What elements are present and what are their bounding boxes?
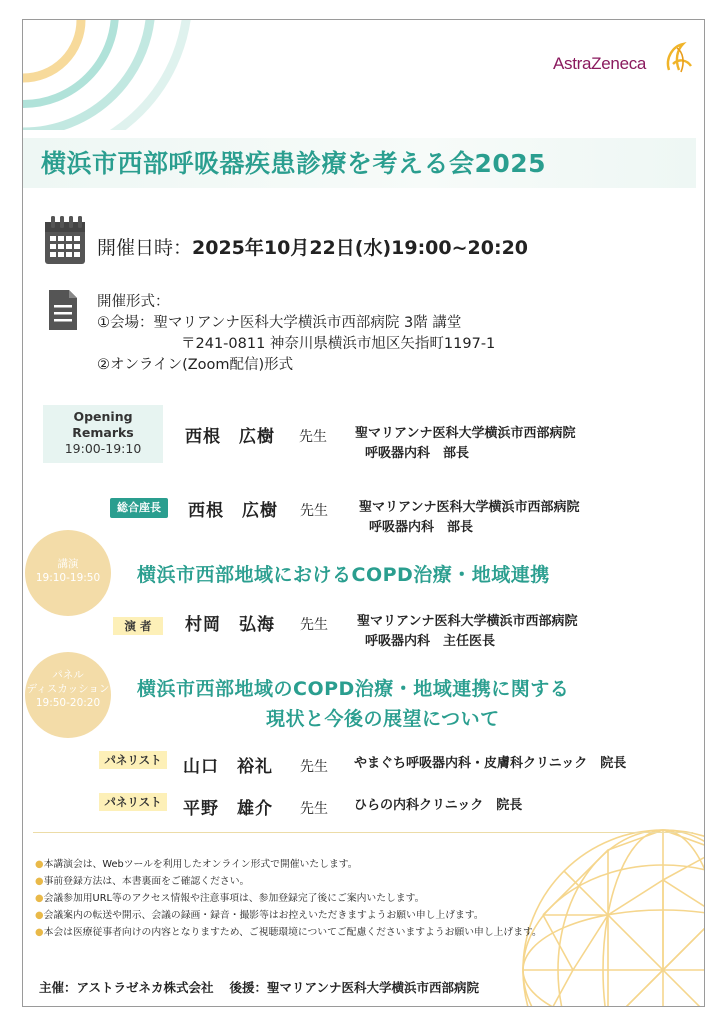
bullet-icon: ● [35, 859, 44, 870]
lecture-affiliation-1: 聖マリアンナ医科大学横浜市西部病院 [357, 614, 578, 629]
document-icon [47, 288, 79, 332]
format-label: 開催形式： [97, 294, 170, 310]
panel-time: 19:50-20:20 [35, 697, 101, 709]
format-online: ②オンライン(Zoom配信)形式 [97, 357, 294, 373]
organizer: 主催：アストラゼネカ株式会社 [39, 980, 214, 995]
bullet-icon: ● [35, 927, 44, 938]
chair-name: 西根 広樹 [188, 501, 278, 521]
opening-label-2: Remarks [72, 425, 134, 440]
datetime-value: 2025年10月22日(水)19:00~20:20 [192, 237, 529, 259]
chair-affiliation-1: 聖マリアンナ医科大学横浜市西部病院 [359, 500, 580, 515]
opening-affiliation [355, 424, 575, 464]
bullet-icon: ● [35, 910, 44, 921]
lecture-title: 横浜市西部地域におけるCOPD治療・地域連携 [137, 564, 550, 586]
chair-tag: 総合座長 [110, 498, 168, 518]
astrazeneca-logo: AstraZeneca [553, 54, 647, 73]
lecture-label: 講演 [57, 558, 79, 570]
lecture-affiliation-2: 呼吸器内科 主任医長 [365, 634, 496, 649]
chair-honorific: 先生 [300, 503, 328, 519]
opening-affiliation-2: 呼吸器内科 部長 [365, 446, 470, 461]
opening-remarks-box [43, 405, 163, 463]
note-item: ●会議参加用URL等のアクセス情報や注意事項は、参加登録完了後にご案内いたします。 [35, 893, 425, 904]
lecture-honorific: 先生 [300, 617, 328, 633]
note-item: ●本講演会は、Webツールを利用したオンライン形式で開催いたします。 [35, 859, 358, 870]
footer [39, 978, 479, 996]
chair-affiliation-2: 呼吸器内科 部長 [369, 520, 474, 535]
panel-title-2: 現状と今後の展望について [266, 708, 500, 730]
note-item: ●会議案内の転送や開示、会議の録画・録音・撮影等はお控えいただきますようお願い申し上げます。 [35, 910, 484, 921]
opening-honorific: 先生 [299, 429, 327, 445]
opening-affiliation-1: 聖マリアンナ医科大学横浜市西部病院 [355, 426, 576, 441]
panelist-affiliation: やまぐち呼吸器内科・皮膚科クリニック 院長 [354, 756, 627, 771]
panel-label-1: パネル [52, 669, 84, 681]
chair-affiliation [359, 498, 579, 538]
panel-circle [25, 652, 111, 738]
lecture-speaker-name: 村岡 弘海 [185, 615, 275, 635]
note-item: ●事前登録方法は、本書裏面をご確認ください。 [35, 876, 250, 887]
opening-label-1: Opening [73, 409, 133, 424]
note-item: ●本会は医療従事者向けの内容となりますため、ご視聴環境についてご配慮くださいますようお願い申し上げます。 [35, 927, 542, 938]
corner-arcs-decoration [23, 20, 223, 130]
sponsor: 後援：聖マリアンナ医科大学横浜市西部病院 [229, 980, 480, 995]
format-address: 〒241-0811 神奈川県横浜市旭区矢指町1197-1 [181, 336, 496, 352]
section-divider [33, 832, 693, 833]
lecture-circle [25, 530, 111, 616]
panelist-name: 山口 裕礼 [183, 757, 273, 777]
bullet-icon: ● [35, 876, 44, 887]
lecture-affiliation [357, 612, 577, 652]
astrazeneca-logo-mark-icon [663, 40, 693, 74]
lecture-time: 19:10-19:50 [35, 572, 101, 584]
bullet-icon: ● [35, 893, 44, 904]
panelist-tag: パネリスト [99, 793, 167, 811]
panelist-tag: パネリスト [99, 751, 167, 769]
datetime-label: 開催日時： [97, 237, 193, 259]
format-venue: ①会場：聖マリアンナ医科大学横浜市西部病院 3階 講堂 [97, 315, 462, 331]
panelist-name: 平野 雄介 [183, 799, 273, 819]
event-datetime [97, 233, 528, 260]
opening-speaker-name: 西根 広樹 [185, 427, 275, 447]
panel-title-1: 横浜市西部地域のCOPD治療・地域連携に関する [137, 678, 570, 700]
panel-label-2: ディスカッション [26, 683, 110, 695]
calendar-icon [43, 214, 87, 266]
notes-list [35, 856, 542, 941]
event-format [97, 292, 495, 376]
panelist-affiliation: ひらの内科クリニック 院長 [354, 798, 523, 813]
panelist-honorific: 先生 [300, 801, 328, 817]
event-title: 横浜市西部呼吸器疾患診療を考える会2025 [41, 149, 547, 178]
panelist-honorific: 先生 [300, 759, 328, 775]
speaker-tag: 演 者 [113, 617, 163, 635]
opening-time: 19:00-19:10 [64, 441, 142, 456]
flyer-page [22, 19, 705, 1007]
